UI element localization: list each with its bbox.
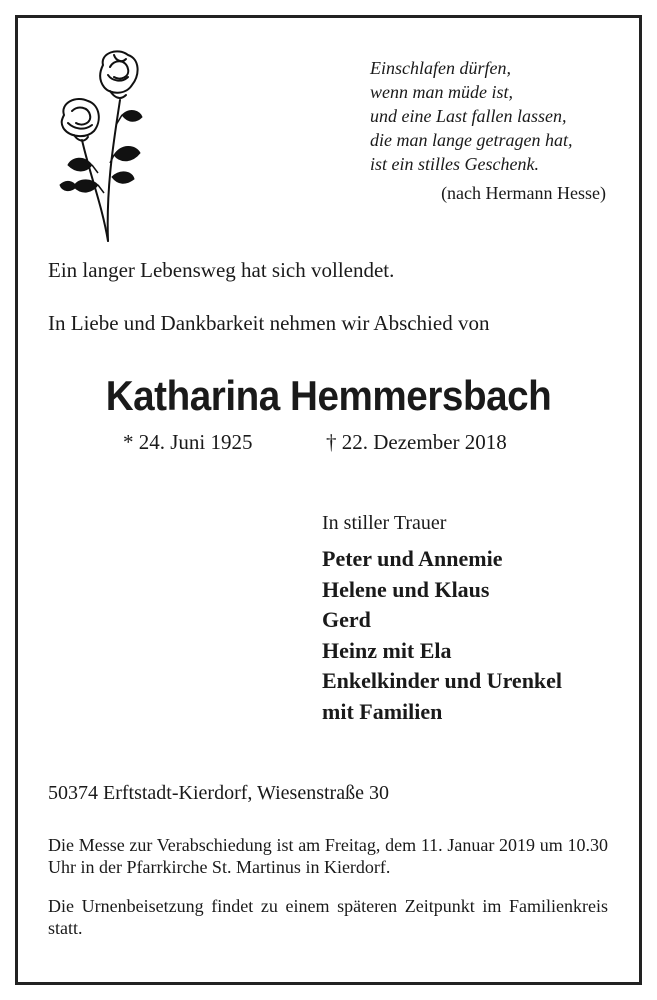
- deceased-name: Katharina Hemmersbach: [105, 372, 552, 419]
- poem-line: ist ein stilles Geschenk.: [370, 154, 539, 174]
- death-date: † 22. Dezember 2018: [326, 430, 507, 454]
- poem-line: wenn man müde ist,: [370, 82, 513, 102]
- mourner-name: Gerd: [322, 607, 371, 632]
- mourner-name: Heinz mit Ela: [322, 637, 452, 663]
- rose-icon: [48, 45, 148, 245]
- mourner-name: Helene und Klaus: [322, 576, 490, 602]
- address: 50374 Erftstadt-Kierdorf, Wiesenstraße 30: [48, 782, 389, 804]
- poem-line: Einschlafen dürfen,: [370, 58, 511, 78]
- burial-notice: Die Urnenbeisetzung findet zu einem späteren Zeitpunkt im Familienkreis statt.: [48, 896, 608, 938]
- birth-date: * 24. Juni 1925: [123, 430, 253, 454]
- poem-attribution: (nach Hermann Hesse): [441, 183, 606, 203]
- mourner-name: Enkelkinder und Urenkel: [322, 668, 563, 693]
- intro-line-1: Ein langer Lebensweg hat sich vollendet.: [48, 258, 395, 282]
- mourners-list: [322, 544, 562, 727]
- intro-line-2: In Liebe und Dankbarkeit nehmen wir Abschied von: [48, 311, 490, 335]
- poem-line: die man lange getragen hat,: [370, 130, 573, 150]
- mourning-label: In stiller Trauer: [322, 512, 447, 534]
- mourner-name: Peter und Annemie: [322, 546, 503, 571]
- mourner-name: mit Familien: [322, 698, 443, 724]
- poem: [370, 56, 610, 176]
- mass-notice: Die Messe zur Verabschiedung ist am Freitag, dem 11. Januar 2019 um 10.30 Uhr in der Pfarrkirche St. Martinus in Kierdorf.: [48, 835, 608, 877]
- poem-line: und eine Last fallen lassen,: [370, 106, 567, 126]
